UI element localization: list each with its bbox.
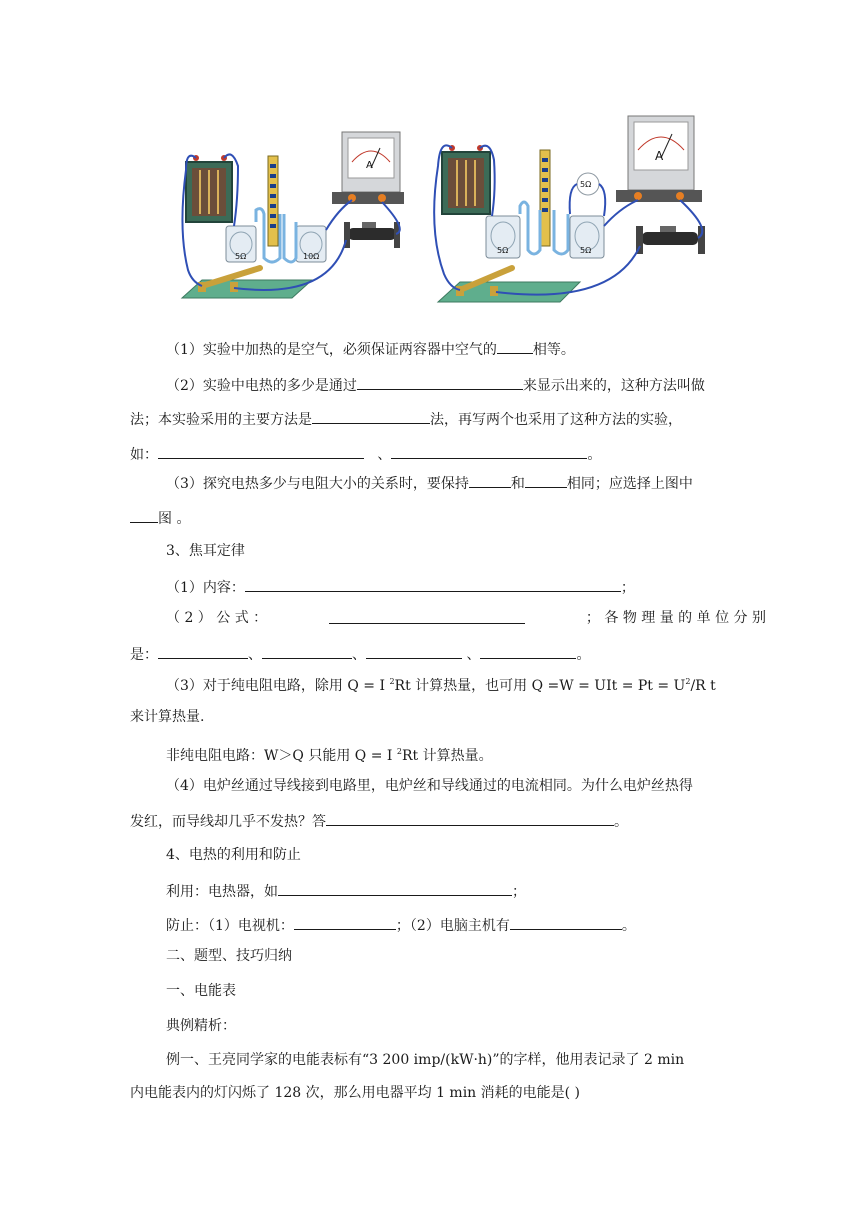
nonpure-sup: 2 bbox=[396, 747, 402, 756]
question-1 bbox=[166, 338, 766, 360]
blank-tv[interactable] bbox=[294, 914, 396, 930]
q2-method-tail: 法，再写两个也采用了这种方法的实验， bbox=[430, 412, 682, 428]
right-rheostat-icon bbox=[642, 232, 698, 245]
question-2-examples bbox=[130, 443, 730, 465]
question-4-cont bbox=[130, 810, 730, 832]
joule-formula bbox=[166, 608, 766, 628]
left-resistor-b-label: 10Ω bbox=[303, 252, 320, 261]
blank-unit-3[interactable] bbox=[366, 643, 462, 659]
q1-tail: 相等。 bbox=[532, 342, 575, 358]
blank-keep-2[interactable] bbox=[525, 472, 567, 488]
blank-main-method[interactable] bbox=[312, 408, 430, 424]
units-sep-3: 、 bbox=[466, 647, 481, 663]
pure-resistive-text bbox=[166, 672, 766, 696]
blank-joule-content[interactable] bbox=[245, 576, 621, 592]
blank-joule-formula[interactable] bbox=[329, 608, 525, 624]
q3-tail: 相同；应选择上图中 bbox=[566, 476, 693, 492]
left-circuit-setup bbox=[182, 132, 404, 298]
left-rheostat-icon bbox=[348, 228, 396, 240]
blank-example-1[interactable] bbox=[158, 443, 364, 459]
joule-content bbox=[166, 576, 766, 598]
question-2 bbox=[166, 374, 766, 396]
nonpure-a: 非纯电阻电路：W＞Q 只能用 Q = I bbox=[166, 748, 397, 764]
q2-examples-end: 。 bbox=[587, 447, 602, 463]
heading-question-types: 二、题型、技巧归纳 bbox=[166, 948, 292, 964]
pure-res-sup-1: 2 bbox=[389, 677, 395, 686]
right-resistor-top-label: 5Ω bbox=[580, 180, 592, 189]
joule-content-end: ； bbox=[620, 580, 635, 596]
joule-units-label: 是： bbox=[130, 647, 158, 663]
left-ammeter-symbol: A bbox=[366, 160, 373, 171]
nonpure-b: Rt 计算热量。 bbox=[401, 748, 493, 764]
q3-text: （3）探究电热多少与电阻大小的关系时，要保持 bbox=[166, 476, 469, 492]
q4-answer-end: 。 bbox=[614, 814, 628, 830]
units-end: 。 bbox=[576, 647, 591, 663]
non-pure-resistive-text bbox=[166, 742, 766, 766]
left-resistor-a-label: 5Ω bbox=[235, 252, 247, 261]
example-1-text: 例一、王亮同学家的电能表标有“3 200 imp/(kW·h)”的字样，他用表记录了 2 min bbox=[166, 1052, 685, 1068]
joule-heating-experiment-figure bbox=[172, 110, 720, 310]
blank-air-quantity[interactable] bbox=[497, 338, 533, 354]
right-resistor-b-label: 5Ω bbox=[580, 246, 592, 255]
blank-unit-1[interactable] bbox=[158, 643, 248, 659]
pure-res-b: Rt 计算热量，也可用 Q =W = UIt = Pt = U bbox=[394, 678, 686, 694]
q2-text: （2）实验中电热的多少是通过 bbox=[166, 378, 357, 394]
example-1-cont: 内电能表内的灯闪烁了 128 次，那么用电器平均 1 min 消耗的电能是( ) bbox=[130, 1085, 581, 1101]
joule-formula-tail: ； 各 物 理 量 的 单 位 分 别 bbox=[585, 610, 766, 626]
question-2-cont bbox=[130, 408, 730, 430]
blank-keep-1[interactable] bbox=[469, 472, 511, 488]
pure-res-c: /R t bbox=[690, 678, 716, 694]
q3-figure-tail: 图 。 bbox=[158, 511, 191, 527]
pure-resistive-cont: 来计算热量. bbox=[130, 709, 205, 725]
right-ammeter-symbol: A bbox=[655, 149, 664, 163]
blank-pc[interactable] bbox=[510, 914, 622, 930]
right-circuit-setup bbox=[434, 116, 705, 302]
joule-units bbox=[130, 643, 730, 665]
heading-energy-meter: 一、电能表 bbox=[166, 983, 236, 999]
pure-res-a: （3）对于纯电阻电路，除用 Q = I bbox=[166, 678, 390, 694]
q2-method-text: 法；本实验采用的主要方法是 bbox=[130, 412, 312, 428]
prevention-line bbox=[166, 914, 766, 936]
q4-answer-label: 发红，而导线却几乎不发热？答 bbox=[130, 814, 326, 830]
pure-res-sup-2: 2 bbox=[685, 677, 691, 686]
heading-use-prevent: 4、电热的利用和防止 bbox=[166, 847, 301, 863]
q1-text: （1）实验中加热的是空气，必须保证两容器中空气的 bbox=[166, 342, 497, 358]
blank-display-method[interactable] bbox=[357, 374, 523, 390]
utilization-label: 利用：电热器，如 bbox=[166, 884, 278, 900]
q2-examples-sep: 、 bbox=[377, 447, 392, 463]
blank-figure-choice[interactable] bbox=[130, 507, 158, 523]
utilization-end: ； bbox=[512, 884, 526, 900]
joule-content-label: （1）内容： bbox=[166, 580, 245, 596]
heading-examples: 典例精析： bbox=[166, 1018, 236, 1034]
question-3-cont bbox=[130, 507, 730, 529]
units-sep-2: 、 bbox=[352, 647, 366, 663]
blank-unit-2[interactable] bbox=[262, 643, 352, 659]
joule-formula-label: （ 2 ） 公 式 ： bbox=[166, 610, 268, 626]
units-sep-1: 、 bbox=[248, 647, 262, 663]
q2-tail: 来显示出来的，这种方法叫做 bbox=[522, 378, 705, 394]
q3-and: 和 bbox=[510, 476, 525, 492]
blank-unit-4[interactable] bbox=[480, 643, 576, 659]
question-3 bbox=[166, 472, 766, 494]
blank-example-2[interactable] bbox=[391, 443, 587, 459]
q2-examples-label: 如： bbox=[130, 447, 158, 463]
blank-q4-answer[interactable] bbox=[326, 810, 614, 826]
prevention-end: 。 bbox=[621, 918, 636, 934]
prevention-mid: ；（2）电脑主机有 bbox=[395, 918, 510, 934]
question-4: （4）电炉丝通过导线接到电路里，电炉丝和导线通过的电流相同。为什么电炉丝热得 bbox=[166, 778, 693, 794]
prevention-label: 防止：（1）电视机： bbox=[166, 918, 294, 934]
blank-heater-example[interactable] bbox=[278, 880, 512, 896]
utilization-line bbox=[166, 880, 766, 902]
right-resistor-a-label: 5Ω bbox=[497, 246, 509, 255]
heading-joule-law: 3、焦耳定律 bbox=[166, 543, 245, 559]
